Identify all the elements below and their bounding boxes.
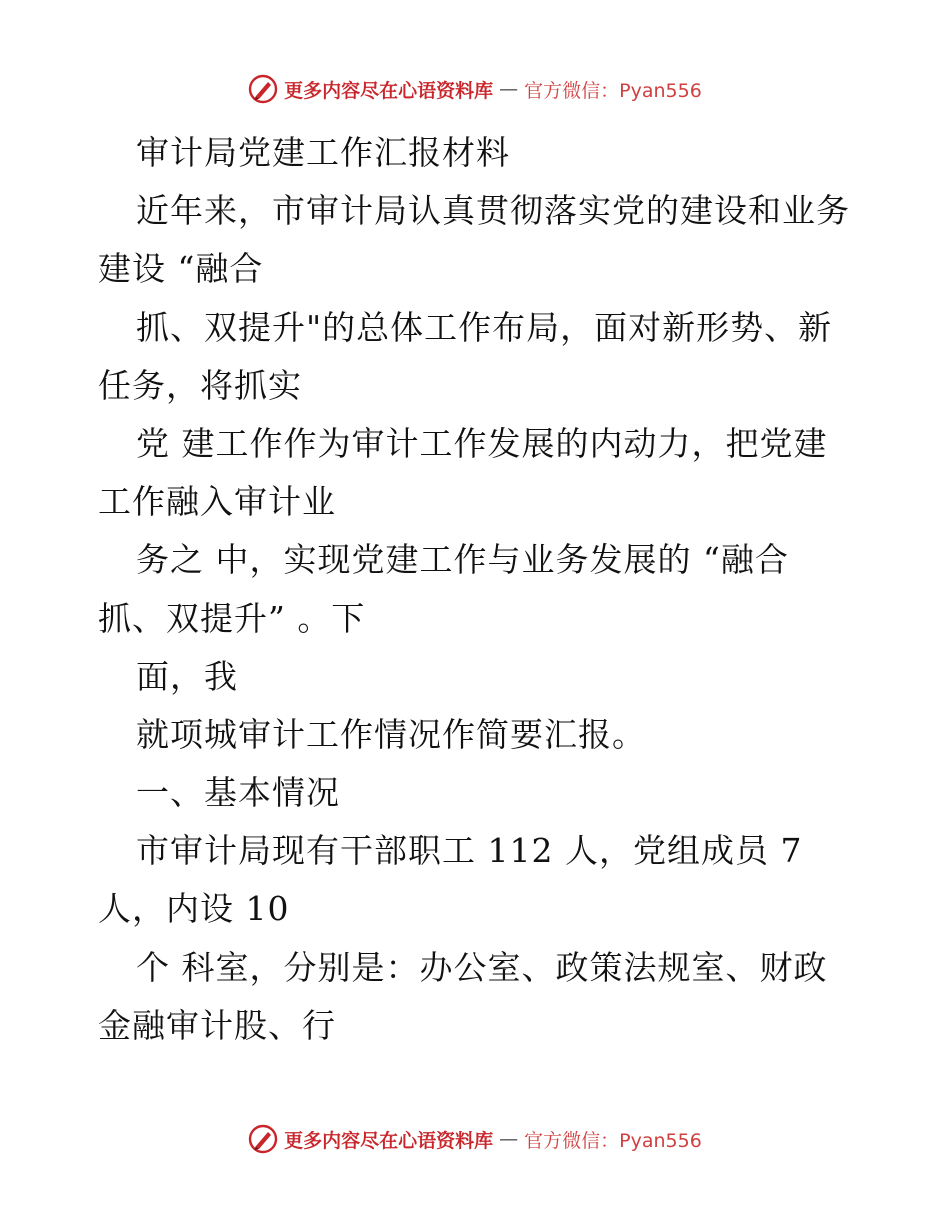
- pen-logo-icon: [248, 1124, 278, 1154]
- header-watermark: [0, 74, 950, 104]
- text-line: 人，内设 10: [98, 889, 290, 929]
- watermark-contact: 官方微信：Pyan556: [524, 1129, 702, 1152]
- text-line: 务之 中，实现党建工作与业务发展的 “融合: [136, 540, 789, 580]
- watermark-text: 更多内容尽在心语资料库: [284, 79, 494, 102]
- document-title: 审计局党建工作汇报材料: [136, 133, 510, 172]
- watermark-text: 更多内容尽在心语资料库: [284, 1129, 494, 1152]
- text-line: 就项城审计工作情况作简要汇报。: [136, 714, 646, 754]
- text-line: 个 科室，分别是：办公室、政策法规室、财政: [136, 947, 828, 987]
- text-line: 金融审计股、行: [98, 1005, 336, 1045]
- text-line: 任务，将抓实: [98, 365, 302, 405]
- text-line: 近年来，市审计局认真贯彻落实党的建设和业务: [136, 191, 850, 231]
- text-line: 工作融入审计业: [98, 482, 336, 522]
- watermark-separator: —: [499, 1128, 519, 1150]
- text-line: 市审计局现有干部职工 112 人，党组成员 7: [136, 831, 803, 871]
- text-line: 党 建工作作为审计工作发展的内动力，把党建: [136, 423, 828, 463]
- text-line: 面，我: [136, 656, 238, 696]
- text-line: 抓、双提升"的总体工作布局，面对新形势、新: [136, 307, 833, 347]
- document-body: [98, 124, 858, 1055]
- text-line: 建设 “融合: [98, 249, 264, 289]
- pen-logo-icon: [248, 74, 278, 104]
- watermark-separator: —: [499, 78, 519, 100]
- watermark-contact: 官方微信：Pyan556: [524, 79, 702, 102]
- text-line: 一、基本情况: [136, 773, 340, 813]
- footer-watermark: [0, 1124, 950, 1154]
- text-line: 抓、双提升” 。下: [98, 598, 366, 638]
